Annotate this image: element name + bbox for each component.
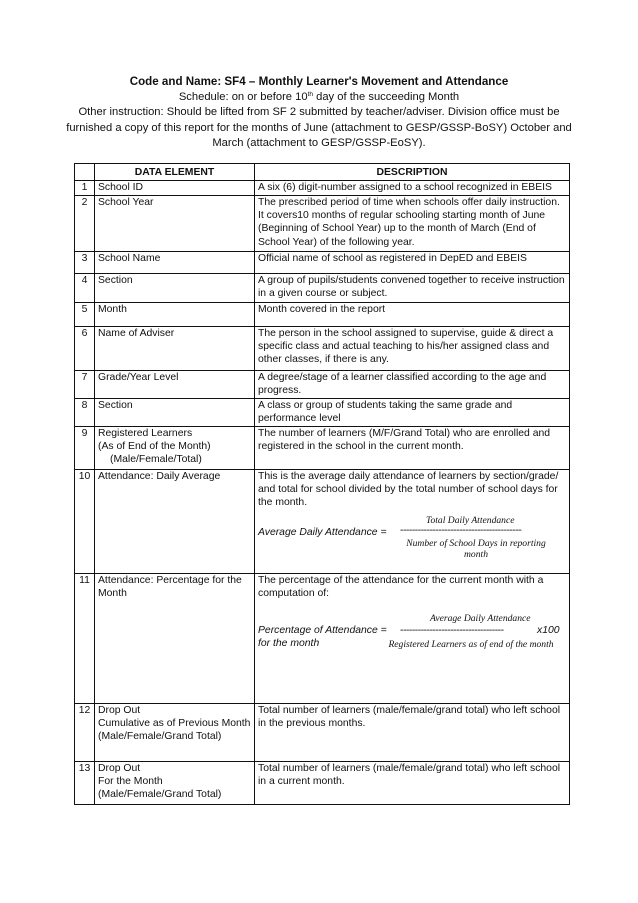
formula-label-line-1: Percentage of Attendance =: [258, 625, 387, 637]
formula-label: [258, 624, 398, 650]
table-row: [75, 252, 570, 274]
row-number: 9: [75, 427, 95, 470]
row-element: School ID: [95, 181, 255, 196]
row-description: A class or group of students taking the same grade and performance level: [255, 399, 570, 427]
row-description: The person in the school assigned to supervise, guide & direct a specific class and actual teaching to his/her assigned class and other classes, if there is any.: [255, 327, 570, 371]
row-description: [255, 574, 570, 704]
row-number: 7: [75, 371, 95, 399]
row-element-line-1: Drop Out: [98, 763, 141, 774]
table-row: [75, 274, 570, 303]
table-row: [75, 371, 570, 399]
row-number: 2: [75, 196, 95, 252]
formula-multiplier: x100: [537, 625, 560, 637]
table-row: [75, 427, 570, 470]
row-description: The prescribed period of time when schools offer daily instruction. It covers10 months of regular schooling starting month of June (Beginning of School Year) up to the month of March (End of School Year) of the following year.: [255, 196, 570, 252]
table-row: [75, 303, 570, 327]
row-description: Total number of learners (male/female/grand total) who left school in a current month.: [255, 762, 570, 805]
row-number: 5: [75, 303, 95, 327]
row-description: Total number of learners (male/female/grand total) who left school in the previous months.: [255, 704, 570, 762]
row-number: 6: [75, 327, 95, 371]
row-description: A group of pupils/students convened together to receive instruction in a given course or subject.: [255, 274, 570, 303]
row-element-line-2: For the Month: [98, 776, 163, 788]
instruction-line-1: Other instruction: Should be lifted from SF 2 submitted by teacher/adviser. Division office must be: [78, 106, 560, 118]
formula-numerator: Average Daily Attendance: [430, 613, 531, 625]
formula-label-line-2: for the month: [258, 638, 320, 650]
row-description: Month covered in the report: [255, 303, 570, 327]
row-description-text: This is the average daily attendance of learners by section/grade/ and total for school divided by the total number of school days for the month.: [258, 471, 559, 509]
row-element: Section: [95, 274, 255, 303]
row-description: A six (6) digit-number assigned to a school recognized in EBEIS: [255, 181, 570, 196]
schedule-sup: th: [307, 90, 313, 98]
table-row: [75, 574, 570, 704]
row-number: 13: [75, 762, 95, 805]
row-description: Official name of school as registered in DepED and EBEIS: [255, 252, 570, 274]
row-element-line-3: (Male/Female/Total): [110, 454, 202, 466]
table-row: [75, 327, 570, 371]
formula-line: -----------------------------------------: [400, 524, 522, 536]
row-element: [95, 427, 255, 470]
table-row: [75, 704, 570, 762]
row-number: 3: [75, 252, 95, 274]
formula-line: -----------------------------------: [400, 625, 504, 637]
row-description-text: The percentage of the attendance for the current month with a computation of:: [258, 575, 544, 600]
row-element: Attendance: Daily Average: [95, 470, 255, 574]
row-number: 8: [75, 399, 95, 427]
row-element: Month: [95, 303, 255, 327]
row-element-line-1: Registered Learners: [98, 428, 193, 439]
row-element: [95, 704, 255, 762]
row-number: 4: [75, 274, 95, 303]
row-description: The number of learners (M/F/Grand Total) who are enrolled and registered in the school in the current month.: [255, 427, 570, 470]
formula-denominator: Registered Learners as of end of the month: [388, 639, 554, 651]
instruction-line-3: March (attachment to GESP/GSSP-EoSY).: [212, 137, 426, 149]
formula-denominator: Number of School Days in reporting month: [406, 537, 546, 560]
formula-numerator: Total Daily Attendance: [426, 514, 515, 526]
document-header: [40, 74, 598, 152]
instruction-line-2: furnished a copy of this report for the months of June (attachment to GESP/GSSP-BoSY) October and: [66, 121, 572, 134]
row-element: School Name: [95, 252, 255, 274]
row-element-line-1: Drop Out: [98, 705, 141, 716]
row-element: Section: [95, 399, 255, 427]
row-number: 1: [75, 181, 95, 196]
row-element-line-3: (Male/Female/Grand Total): [98, 789, 222, 801]
row-number: 11: [75, 574, 95, 704]
header-num-cell: [75, 164, 95, 181]
row-element: School Year: [95, 196, 255, 252]
row-element: Grade/Year Level: [95, 371, 255, 399]
table-row: [75, 470, 570, 574]
formula-label: Average Daily Attendance =: [258, 526, 387, 538]
row-description: A degree/stage of a learner classified according to the age and progress.: [255, 371, 570, 399]
row-element: [95, 762, 255, 805]
row-element: Attendance: Percentage for the Month: [95, 574, 255, 704]
row-description: [255, 470, 570, 574]
table-row: [75, 181, 570, 196]
row-number: 12: [75, 704, 95, 762]
schedule-post: day of the succeeding Month: [313, 90, 460, 103]
header-data-element: DATA ELEMENT: [95, 164, 255, 181]
table-row: [75, 399, 570, 427]
table-row: [75, 196, 570, 252]
row-number: 10: [75, 470, 95, 574]
schedule-pre: Schedule: on or before 10: [178, 90, 308, 103]
schedule-line: [40, 90, 598, 106]
data-element-table: [74, 163, 570, 805]
percentage-attendance-formula: [258, 612, 566, 682]
table-header-row: [75, 164, 570, 181]
row-element-line-2: (As of End of the Month): [98, 441, 211, 453]
average-daily-attendance-formula: [258, 514, 566, 566]
header-description: DESCRIPTION: [255, 164, 570, 181]
document-title: Code and Name: SF4 – Monthly Learner's Movement and Attendance: [129, 75, 509, 88]
row-element: Name of Adviser: [95, 327, 255, 371]
table-row: [75, 762, 570, 805]
row-element-line-2: Cumulative as of Previous Month (Male/Female/Grand Total): [98, 718, 251, 743]
